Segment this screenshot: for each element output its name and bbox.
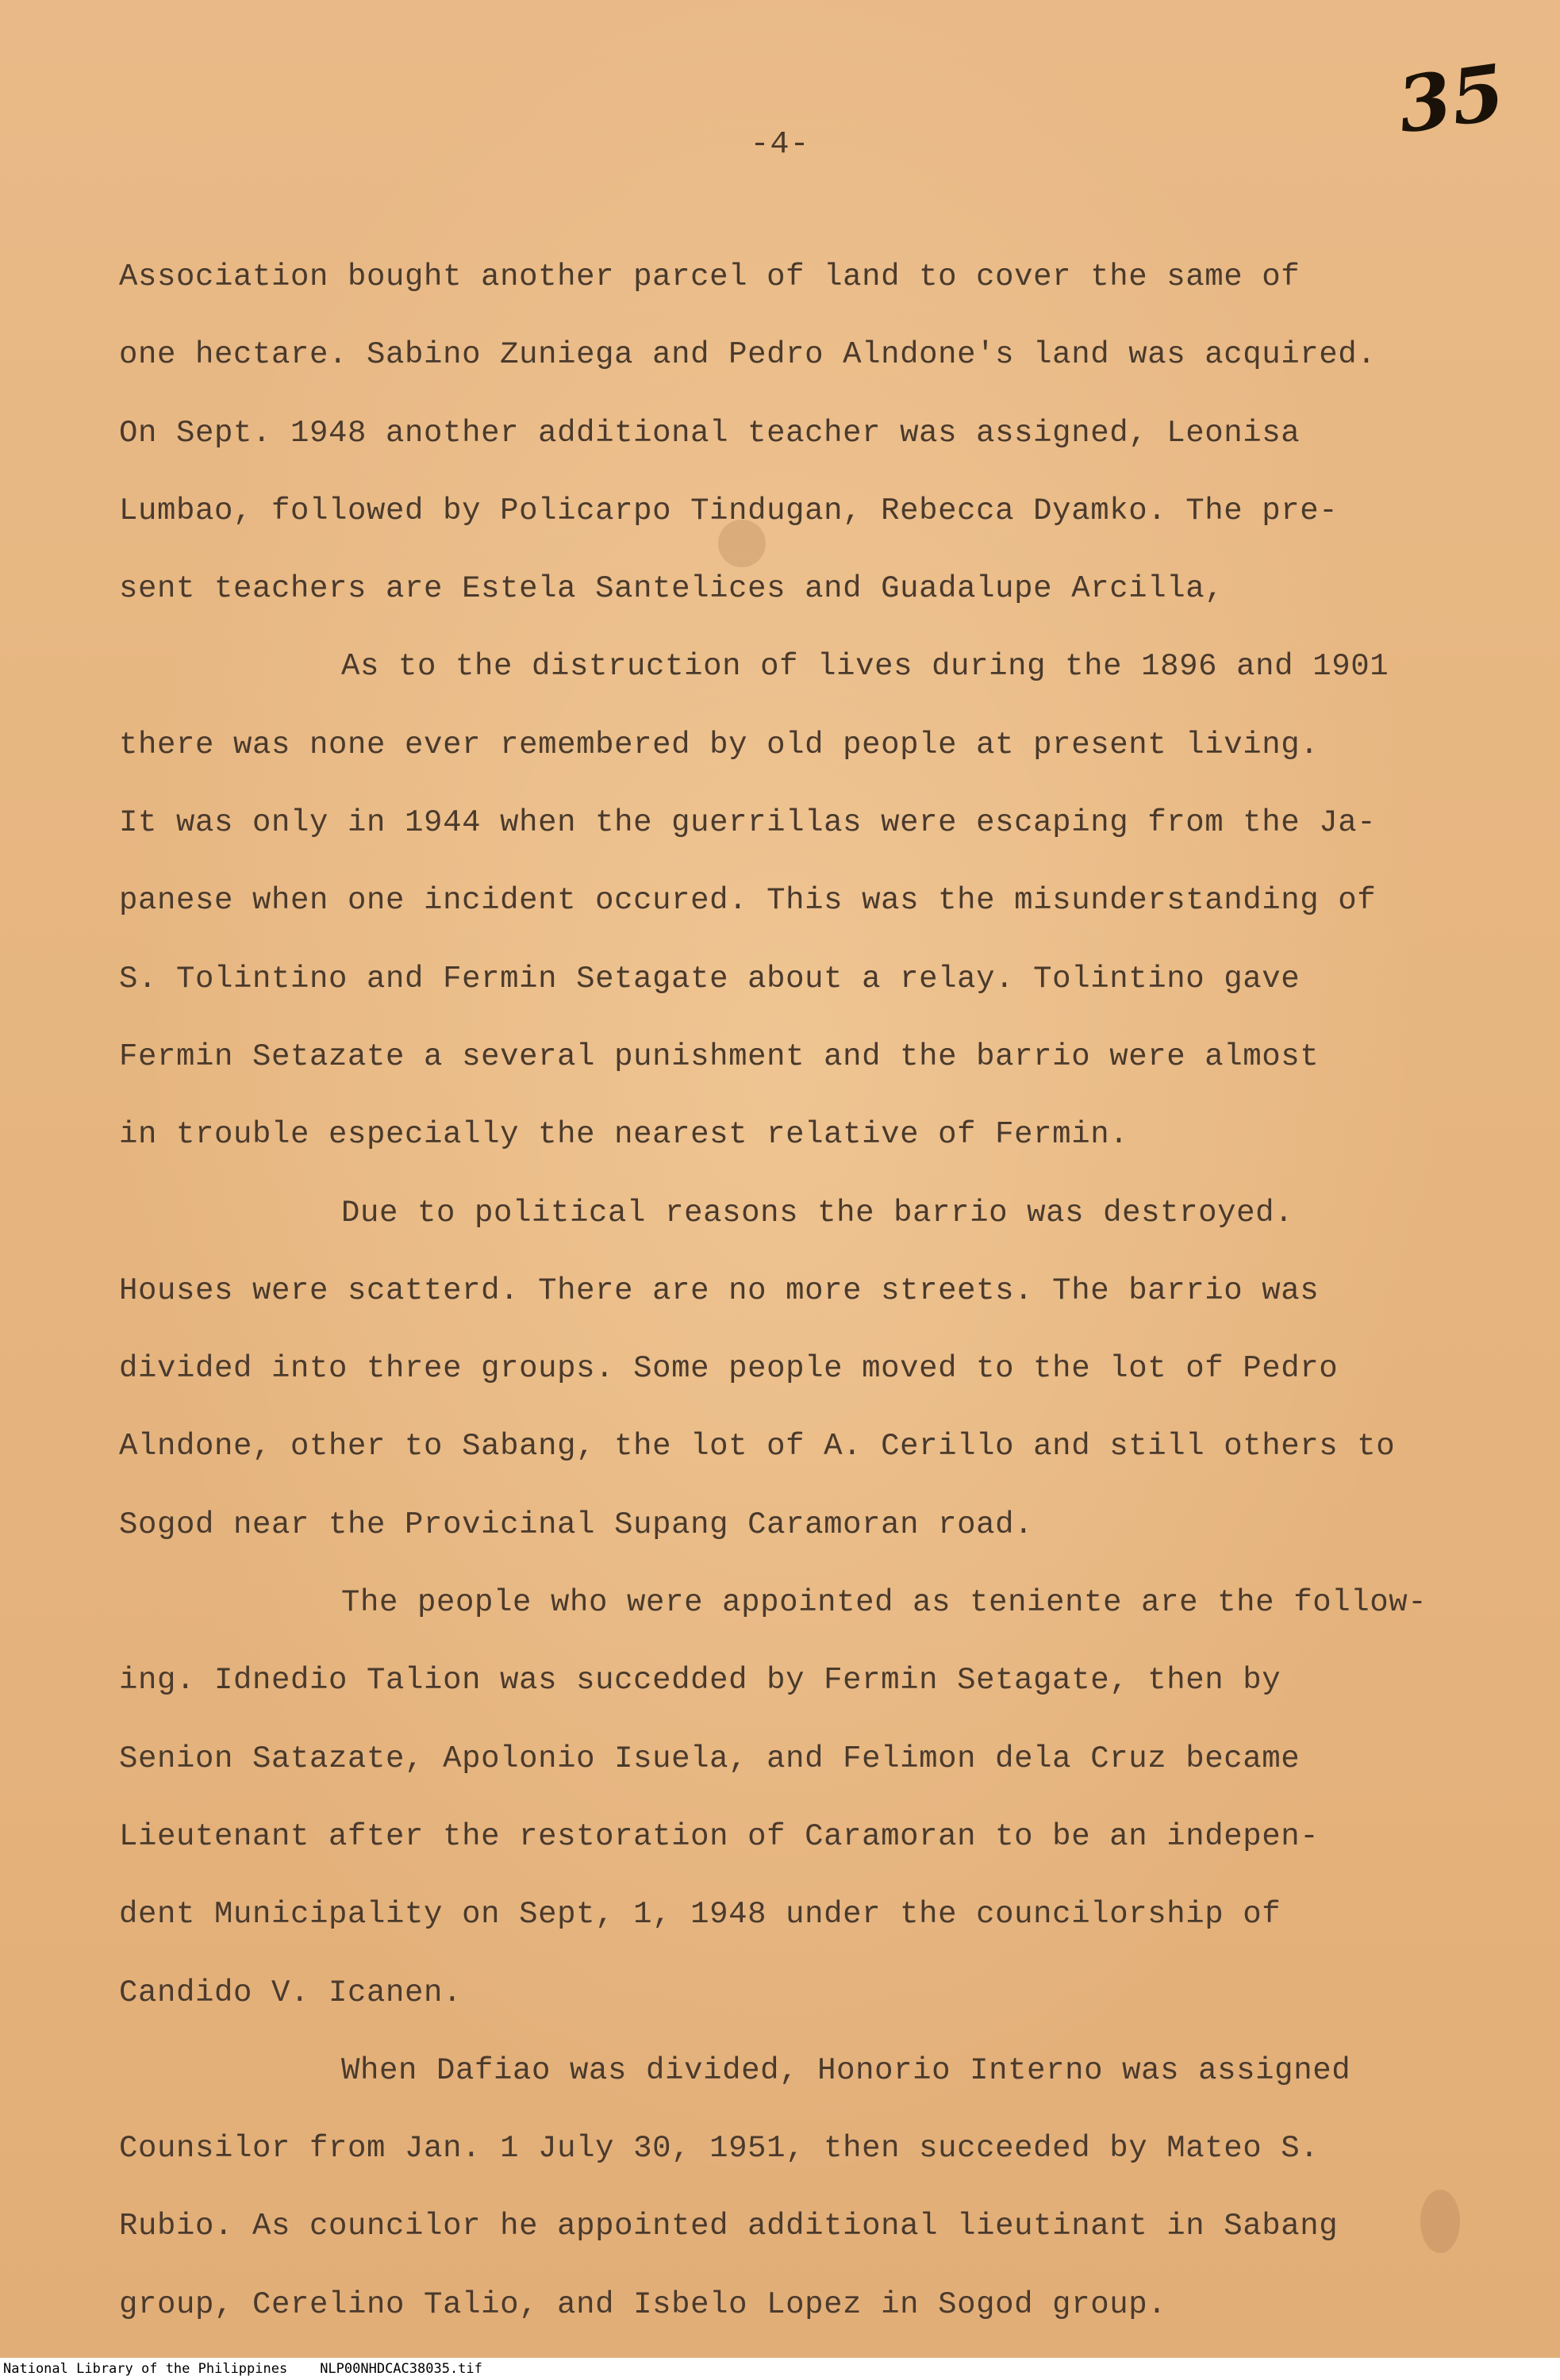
text-line: Sogod near the Provicinal Supang Caramoran road. xyxy=(119,1507,1034,1542)
typed-page-number: -4- xyxy=(750,127,810,163)
text-line: Candido V. Icanen. xyxy=(119,1975,463,2010)
text-line: When Dafiao was divided, Honorio Interno was assigned xyxy=(341,2052,1351,2088)
handwritten-page-number: 35 xyxy=(1392,47,1510,151)
text-line: Houses were scatterd. There are no more streets. The barrio was xyxy=(119,1273,1320,1308)
text-line: Fermin Setazate a several punishment and the barrio were almost xyxy=(119,1038,1320,1074)
text-line: one hectare. Sabino Zuniega and Pedro Alndone's land was acquired. xyxy=(119,337,1377,373)
text-line: S. Tolintino and Fermin Setagate about a relay. Tolintino gave xyxy=(119,961,1301,996)
text-line: Rubio. As councilor he appointed additional lieutinant in Sabang xyxy=(119,2209,1339,2244)
text-line: The people who were appointed as teniente are the follow- xyxy=(341,1585,1427,1621)
text-line: Due to political reasons the barrio was destroyed. xyxy=(341,1195,1294,1230)
text-line: Lumbao, followed by Policarpo Tindugan, Rebecca Dyamko. The pre- xyxy=(119,493,1339,528)
footer-institution: National Library of the Philippines xyxy=(3,2361,288,2377)
text-line: Alndone, other to Sabang, the lot of A. Cerillo and still others to xyxy=(119,1429,1396,1464)
text-line: On Sept. 1948 another additional teacher was assigned, Leonisa xyxy=(119,415,1301,451)
typed-body-text xyxy=(119,238,1468,2344)
text-line: dent Municipality on Sept, 1, 1948 under the councilorship of xyxy=(119,1897,1281,1933)
text-line: Association bought another parcel of land to cover the same of xyxy=(119,259,1301,294)
text-line: As to the distruction of lives during the 1896 and 1901 xyxy=(341,649,1389,685)
text-line: sent teachers are Estela Santelices and Guadalupe Arcilla, xyxy=(119,571,1224,607)
text-line: Senion Satazate, Apolonio Isuela, and Felimon dela Cruz became xyxy=(119,1741,1301,1776)
text-line: there was none ever remembered by old people at present living. xyxy=(119,727,1320,762)
text-line: Lieutenant after the restoration of Caramoran to be an indepen- xyxy=(119,1818,1320,1854)
footer-filename: NLP00NHDCAC38035.tif xyxy=(320,2361,482,2377)
text-line: Counsilor from Jan. 1 July 30, 1951, then succeeded by Mateo S. xyxy=(119,2131,1320,2167)
text-line: group, Cerelino Talio, and Isbelo Lopez in Sogod group. xyxy=(119,2286,1167,2322)
text-line: ing. Idnedio Talion was succedded by Fermin Setagate, then by xyxy=(119,1663,1281,1699)
text-line: divided into three groups. Some people moved to the lot of Pedro xyxy=(119,1351,1339,1387)
text-line: panese when one incident occured. This was the misunderstanding of xyxy=(119,883,1377,919)
text-line: in trouble especially the nearest relative of Fermin. xyxy=(119,1117,1129,1153)
text-line: It was only in 1944 when the guerrillas were escaping from the Ja- xyxy=(119,805,1377,841)
archive-footer xyxy=(0,2358,1560,2380)
